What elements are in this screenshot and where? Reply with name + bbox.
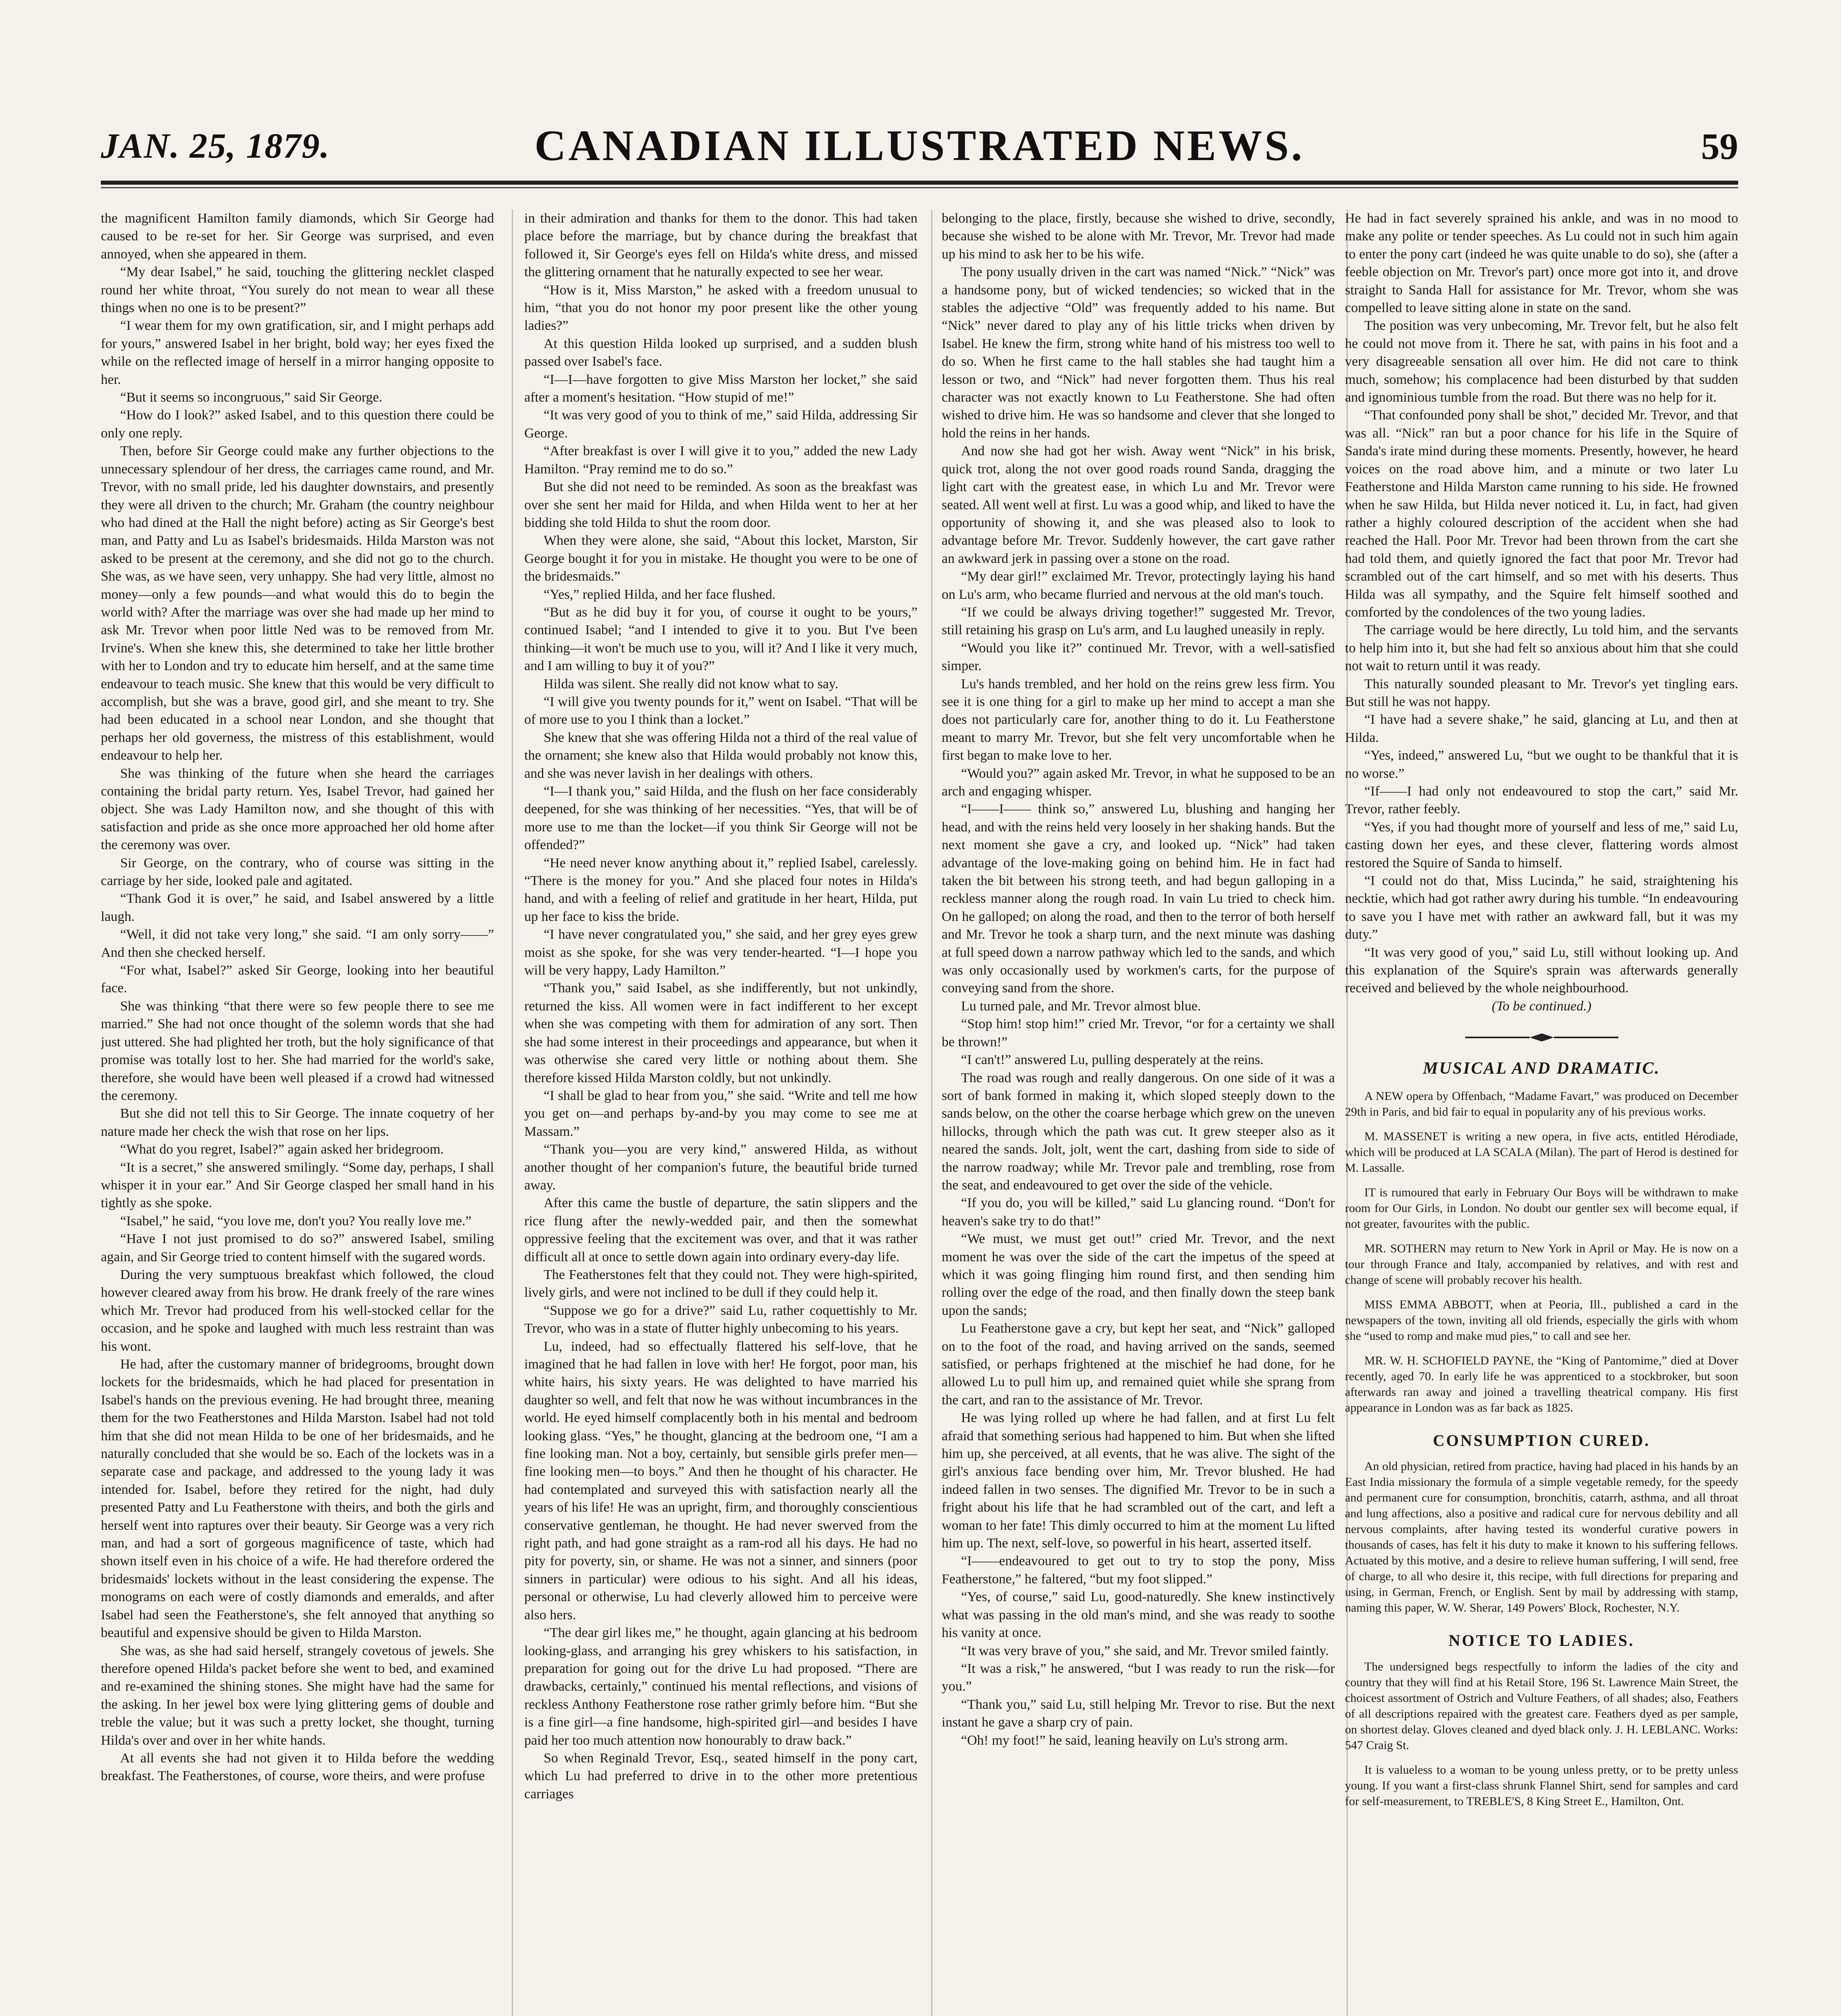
musical-item: M. MASSENET is writing a new opera, in five acts, entitled Hérodiade, which will be produced at LA SCALA (Milan). The part of Herod is destined for M. Lassalle. bbox=[1345, 1129, 1738, 1175]
paragraph: “For what, Isabel?” asked Sir George, looking into her beautiful face. bbox=[101, 963, 494, 996]
paragraph: “He need never know anything about it,” replied Isabel, carelessly. “There is the money for you.” And she placed four notes in Hilda's hand, and with a feeling of relief and gratitude in her heart, Hilda, put up her face to kiss the bride. bbox=[524, 855, 917, 924]
paragraph: After this came the bustle of departure, the satin slippers and the rice flung after the newly-wedded pair, and then the somewhat oppressive feeling that the excitement was over, and that it was rather difficult all at once to settle down again into ordinary every-day life. bbox=[524, 1195, 917, 1264]
paragraph: At all events she had not given it to Hilda before the wedding breakfast. The Featherstones, of course, wore theirs, and were profuse bbox=[101, 1750, 494, 1784]
paragraph: During the very sumptuous breakfast which followed, the cloud however cleared away from his brow. He drank freely of the rare wines which Mr. Trevor had produced from his well-stocked cellar for the occasion, and he spoke and laughed with much less restraint than was his wont. bbox=[101, 1267, 494, 1354]
paragraph: “It is a secret,” she answered smilingly. “Some day, perhaps, I shall whisper it in your ear.” And Sir George clasped her small hand in his tightly as she spoke. bbox=[101, 1160, 494, 1211]
paragraph: She knew that she was offering Hilda not a third of the real value of the ornament; she knew also that Hilda would probably not know this, and she was never lavish in her dealings with others. bbox=[524, 730, 917, 781]
header-rule bbox=[101, 181, 1738, 185]
paragraph: in their admiration and thanks for them to the donor. This had taken place before the marriage, but by chance during the breakfast that followed it, Sir George's eyes fell on Hilda's white dress, and missed the glittering ornament that he naturally expected to see her wear. bbox=[524, 211, 917, 280]
paragraph: “I——I—— think so,” answered Lu, blushing and hanging her head, and with the reins held very loosely in her shaking hands. But the next moment she gave a cry, and looked up. “Nick” had taken advantage of the love-making going on behind him. He in fact had taken the bit between his strong teeth, and had begun galloping in a reckless manner along the rough road. In vain Lu tried to check him. On he galloped; on along the road, and then to the terror of both herself and Mr. Trevor he took a sharp turn, and the next minute was dashing at full speed down a narrow pathway which led to the sands, and which was only occasionally used by workmen's carts, for the purpose of conveying sand from the shore. bbox=[942, 802, 1335, 996]
flannel-shirt-advert: It is valueless to a woman to be young unless pretty, or to be pretty unless young. If you want a first-class shrunk Flannel Shirt, send for samples and card for self-measurement, to TREBLE'S, 8 King Street E., Hamilton, Ont. bbox=[1345, 1763, 1738, 1808]
paragraph: “I can't!” answered Lu, pulling desperately at the reins. bbox=[961, 1052, 1264, 1068]
paragraph: She was thinking of the future when she heard the carriages containing the bridal party return. Yes, Isabel Trevor, had gained her object. She was Lady Hamilton now, and she thought of this with satisfaction and pride as she once more approached her old home after the ceremony was over. bbox=[101, 766, 494, 853]
paragraph: She was, as she had said herself, strangely covetous of jewels. She therefore opened Hilda's packet before she went to bed, and examined and re-examined the shining stones. She might have had the same for the asking. In her jewel box were lying glittering gems of double and treble the value; but it was such a pretty locket, she thought, turning Hilda's over and over in her white hands. bbox=[101, 1643, 494, 1748]
musical-item: IT is rumoured that early in February Our Boys will be withdrawn to make room for Our Girls, in London. No doubt our gentler sex will become equal, if not greater, favourites with the public. bbox=[1345, 1185, 1738, 1231]
newspaper-title: CANADIAN ILLUSTRATED NEWS. bbox=[534, 122, 1305, 170]
paragraph: Lu, indeed, had so effectually flattered his self-love, that he imagined that he had fallen in love with her! He forgot, poor man, his white hairs, his sixty years. He was delighted to have married his daughter so well, and felt that now he was without incumbrances in the world. He eyed himself complacently both in his mental and bedroom looking glass. “Yes,” he thought, glancing at the bedroom one, “I am a fine looking man. Not a boy, certainly, but sensible girls prefer men—fine looking men—to boys.” And then he thought of his character. He had contemplated and surveyed this with satisfaction nearly all the years of his life! He was an upright, firm, and thoroughly conscientious conservative gentleman, he thought. He had never swerved from the right path, and had gone straight as a ram-rod all his days. He had no pity for poverty, sin, or shame. He was not a sinner, and sinners (poor sinners in particular) were odious to his sight. And all his ideas, personal or otherwise, Lu had cleverly allowed him to perceive were also hers. bbox=[524, 1339, 917, 1622]
paragraph: “Would you?” again asked Mr. Trevor, in what he supposed to be an arch and engaging whisper. bbox=[942, 766, 1335, 799]
paragraph: “Yes, indeed,” answered Lu, “but we ought to be thankful that it is no worse.” bbox=[1345, 748, 1738, 781]
musical-item: MR. SOTHERN may return to New York in April or May. He is now on a tour through France and Italy, accompanied by relatives, and with rest and change of scene will probably recover his health. bbox=[1345, 1241, 1738, 1287]
paragraph: “I could not do that, Miss Lucinda,” he said, straightening his necktie, which had got rather awry during his tumble. “In endeavouring to save you I have met with rather an awkward fall, but it was my duty.” bbox=[1345, 873, 1738, 942]
paragraph: “Thank God it is over,” he said, and Isabel answered by a little laugh. bbox=[101, 891, 494, 924]
paragraph: Lu Featherstone gave a cry, but kept her seat, and “Nick” galloped on to the foot of the road, and having arrived on the sands, seemed satisfied, or perhaps frightened at the mischief he had done, for he allowed Lu to pull him up, and remained quiet while she sprang from the cart, and ran to the assistance of Mr. Trevor. bbox=[942, 1321, 1335, 1408]
paragraph: He had in fact severely sprained his ankle, and was in no mood to make any polite or tender speeches. As Lu could not in such him again to enter the pony cart (indeed he was quite unable to do so), she (after a feeble objection on Mr. Trevor's part) once more got into it, and drove straight to Sanda Hall for assistance for Mr. Trevor, whom she was compelled to leave sitting alone in state on the sand. bbox=[1345, 211, 1738, 316]
paragraph: “I have had a severe shake,” he said, glancing at Lu, and then at Hilda. bbox=[1345, 712, 1738, 745]
paragraph: “It was very brave of you,” she said, and Mr. Trevor smiled faintly. bbox=[961, 1643, 1329, 1658]
story-continuation bbox=[1345, 210, 1738, 998]
paragraph: So when Reginald Trevor, Esq., seated himself in the pony cart, which Lu had preferred to drive in to the other more pretentious carriages bbox=[524, 1750, 917, 1801]
paragraph: “Well, it did not take very long,” she said. “I am only sorry——” And then she checked herself. bbox=[101, 927, 494, 960]
paragraph: “It was very good of you,” said Lu, still without looking up. And this explanation of the Squire's sprain was afterwards generally received and believed by the whole neighbourhood. bbox=[1345, 945, 1738, 996]
paragraph: He was lying rolled up where he had fallen, and at first Lu felt afraid that something serious had happened to him. But when she lifted him up, she perceived, at all events, that he was alive. The sight of the girl's anxious face bending over him, Mr. Trevor blushed. He had indeed fallen in two senses. The dignified Mr. Trevor to be in such a fright about his life that he had scrambled out of the cart, and left a woman to her fate! This dimly occurred to him at the moment Lu lifted him up. The next, self-love, so powerful in his heart, asserted itself. bbox=[942, 1410, 1335, 1551]
paragraph: She was thinking “that there were so few people there to see me married.” She had not once thought of the solemn words that she had just uttered. She had plighted her troth, but the holy significance of that promise was totally lost to her. She had married for the world's sake, therefore, she would have been well pleased if a crowd had witnessed the ceremony. bbox=[101, 998, 494, 1103]
paragraph: “Stop him! stop him!” cried Mr. Trevor, “or for a certainty we shall be thrown!” bbox=[942, 1016, 1335, 1050]
paragraph: When they were alone, she said, “About this locket, Marston, Sir George bought it for you in mistake. He thought you were to be one of the bridesmaids.” bbox=[524, 533, 917, 584]
paragraph: “Would you like it?” continued Mr. Trevor, with a well-satisfied simper. bbox=[942, 640, 1335, 674]
paragraph: “If we could be always driving together!” suggested Mr. Trevor, still retaining his grasp on Lu's arm, and Lu laughed uneasily in reply. bbox=[942, 604, 1335, 638]
paragraph: “It was very good of you to think of me,” said Hilda, addressing Sir George. bbox=[524, 408, 917, 441]
consumption-cured-body: An old physician, retired from practice, having had placed in his hands by an East India missionary the formula of a simple vegetable remedy, for the speedy and permanent cure for consumption, bronchitis, catarrh, asthma, and all throat and lung affections, also a positive and radical cure for nervous debility and all nervous complaints, after having tested its wonderful curative powers in thousands of cases, has felt it his duty to make it known to his suffering fellows. Actuated by this motive, and a desire to relieve human suffering, I will send, free of charge, to all who desire it, this recipe, with full directions for preparing and using, in German, French, or English. Sent by mail by addressing with stamp, naming this paper, W. W. Sherar, 149 Powers' Block, Rochester, N.Y. bbox=[1345, 1460, 1738, 1615]
notice-to-ladies-body: The undersigned begs respectfully to inform the ladies of the city and country that they will find at his Retail Store, 196 St. Lawrence Main Street, the choicest assortment of Ostrich and Vulture Feathers, of all shades; also, Feathers of all descriptions repaired with the greatest care. Feathers dyed as per sample, on shortest delay. Gloves cleaned and dyed black only. J. H. LEBLANC. Works: 547 Craig St. bbox=[1345, 1660, 1738, 1752]
paragraph: “I——endeavoured to get out to try to stop the pony, Miss Featherstone,” he faltered, “but my foot slipped.” bbox=[942, 1554, 1335, 1587]
paragraph: “Thank you,” said Isabel, as she indifferently, but not unkindly, returned the kiss. All women were in fact indifferent to her except when she was competing with them for admiration of any sort. Then she had some interest in their proceedings and appearance, but when it was otherwise she cared very little or nothing about them. She therefore kissed Hilda Marston coldly, but not unkindly. bbox=[524, 981, 917, 1085]
header-rule-thin bbox=[101, 187, 1738, 188]
to-be-continued: (To be continued.) bbox=[1491, 998, 1592, 1014]
paragraph: And now she had got her wish. Away went “Nick” in his brisk, quick trot, along the not over good roads round Sanda, dragging the light cart with the greatest ease, in which Lu and Mr. Trevor were seated. All went well at first. Lu was a good whip, and liked to have the opportunity of showing it, and she was pleased also to look to advantage before Mr. Trevor. Suddenly however, the cart gave rather an awkward jerk in passing over a stone on the road. bbox=[942, 444, 1335, 566]
paragraph: “Oh! my foot!” he said, leaning heavily on Lu's strong arm. bbox=[961, 1733, 1288, 1748]
paragraph: “It was a risk,” he answered, “but I was ready to run the risk—for you.” bbox=[942, 1661, 1335, 1694]
paragraph: “I have never congratulated you,” she said, and her grey eyes grew moist as she spoke, for she was very tender-hearted. “I—I hope you will be very happy, Lady Hamilton.” bbox=[524, 927, 917, 978]
paragraph: At this question Hilda looked up surprised, and a sudden blush passed over Isabel's face. bbox=[524, 336, 917, 369]
issue-date: JAN. 25, 1879. bbox=[101, 127, 330, 166]
paragraph: But she did not tell this to Sir George. The innate coquetry of her nature made her check the wish that rose on her lips. bbox=[101, 1106, 494, 1139]
column-2 bbox=[524, 210, 917, 2016]
ornament-divider-icon bbox=[1457, 1031, 1626, 1043]
column-divider bbox=[931, 210, 932, 2016]
paragraph: “But it seems so incongruous,” said Sir George. bbox=[120, 390, 383, 405]
column-1 bbox=[101, 210, 494, 2016]
paragraph: the magnificent Hamilton family diamonds, which Sir George had caused to be re-set for her. Sir George was surprised, and even annoyed, when she appeared in them. bbox=[101, 211, 494, 262]
paragraph: “Yes, of course,” said Lu, good-naturedly. She knew instinctively what was passing in the old man's mind, and she was ready to soothe his vanity at once. bbox=[942, 1589, 1335, 1641]
paragraph: “Suppose we go for a drive?” said Lu, rather coquettishly to Mr. Trevor, who was in a state of flutter highly unbecoming to his years. bbox=[524, 1303, 917, 1336]
paragraph: This naturally sounded pleasant to Mr. Trevor's yet tingling ears. But still he was not happy. bbox=[1345, 676, 1738, 709]
musical-item: A NEW opera by Offenbach, “Madame Favart,” was produced on December 29th in Paris, and bid fair to equal in popularity any of his previous works. bbox=[1345, 1089, 1738, 1118]
paragraph: “How is it, Miss Marston,” he asked with a freedom unusual to him, “that you do not honor my poor present like the other young ladies?” bbox=[524, 282, 917, 333]
musical-dramatic-title: MUSICAL AND DRAMATIC. bbox=[1423, 1059, 1660, 1078]
paragraph: “Thank you—you are very kind,” answered Hilda, as without another thought of her companion's future, the beautiful bride turned away. bbox=[524, 1142, 917, 1193]
paragraph: “I shall be glad to hear from you,” she said. “Write and tell me how you get on—and perhaps by-and-by you may come to see me at Massam.” bbox=[524, 1088, 917, 1139]
paragraph: Lu's hands trembled, and her hold on the reins grew less firm. You see it is one thing for a girl to make up her mind to accept a man she does not particularly care for, another thing to do it. Lu Featherstone meant to marry Mr. Trevor, but she felt very uncomfortable when he first began to make love to her. bbox=[942, 676, 1335, 763]
paragraph: “After breakfast is over I will give it to you,” added the new Lady Hamilton. “Pray remind me to do so.” bbox=[524, 444, 917, 477]
column-3 bbox=[942, 210, 1335, 2016]
paragraph: The road was rough and really dangerous. On one side of it was a sort of bank formed in making it, which sloped steeply down to the sands below, on the other the coarse herbage which grew on the uneven hillocks, through which the path was cut. It grew steeper also as it neared the sands. Jolt, jolt, went the cart, dashing from side to side of the narrow roadway; while Mr. Trevor pale and trembling, rose from the seat, and endeavoured to get over the side of the vehicle. bbox=[942, 1070, 1335, 1193]
paragraph: Sir George, on the contrary, who of course was sitting in the carriage by her side, looked pale and agitated. bbox=[101, 855, 494, 889]
consumption-cured-title: CONSUMPTION CURED. bbox=[1433, 1431, 1650, 1450]
paragraph: He had, after the customary manner of bridegrooms, brought down lockets for the bridesmaids, which he had placed for presentation in Isabel's hands on the previous evening. He had brought three, meaning them for the two Featherstones and Hilda Marston. Isabel had not told him that she did not mean Hilda to be one of her bridesmaids, and he naturally concluded that she would be so. Each of the lockets was in a separate case and package, and addressed to the young lady it was intended for. Isabel, before they retired for the night, had duly presented Patty and Lu Featherstone with theirs, and both the girls and herself went into raptures over their beauty. Sir George was a very rich man, and had a sort of gorgeous magnificence of taste, which had shown itself even in his choice of a wife. He had therefore ordered the bridesmaids' lockets without in the least considering the expense. The monograms on each were of costly diamonds and emeralds, and after Isabel had seen the Featherstone's, she felt annoyed that anything so beautiful and expensive should be given to Hilda Marston. bbox=[101, 1357, 494, 1641]
paragraph: “Yes,” replied Hilda, and her face flushed. bbox=[544, 587, 776, 602]
column-4 bbox=[1345, 210, 1738, 2016]
musical-item: MR. W. H. SCHOFIELD PAYNE, the “King of Pantomime,” died at Dover recently, aged 70. In early life he was apprenticed to a stockbroker, but soon afterwards ran away and joined a travelling theatrical company. His first appearance in London was as far back as 1825. bbox=[1345, 1354, 1738, 1414]
paragraph: But she did not need to be reminded. As soon as the breakfast was over she sent her maid for Hilda, and when Hilda went to her at her bidding she told Hilda to shut the room door. bbox=[524, 479, 917, 530]
paragraph: belonging to the place, firstly, because she wished to drive, secondly, because she wished to be alone with Mr. Trevor, Mr. Trevor had made up his mind to ask her to be his wife. bbox=[942, 211, 1335, 262]
paragraph: “Yes, if you had thought more of yourself and less of me,” said Lu, casting down her eyes, and these clever, flattering words almost restored the Squire of Sanda to himself. bbox=[1345, 819, 1738, 871]
paragraph: “How do I look?” asked Isabel, and to this question there could be only one reply. bbox=[101, 408, 494, 441]
paragraph: “Have I not just promised to do so?” answered Isabel, smiling again, and Sir George tried to content himself with the sugared words. bbox=[101, 1231, 494, 1264]
paragraph: “That confounded pony shall be shot,” decided Mr. Trevor, and that was all. “Nick” ran but a poor chance for his life in the Squire of Sanda's irate mind during these moments. Presently, however, he heard voices on the road above him, and a minute or two later Lu Featherstone and Hilda Marston came running to his side. He frowned when he saw Hilda, but Hilda never noticed it. Lu, in fact, had given rather a highly coloured description of the accident when she had reached the Hall. Poor Mr. Trevor had been thrown from the cart she had told them, and quietly ignored the fact that poor Mr. Trevor had scrambled out of the cart himself, and so met with his deserts. Thus Hilda was all sympathy, and the Squire felt himself soothed and comforted by the condolences of the two young ladies. bbox=[1345, 408, 1738, 620]
paragraph: Then, before Sir George could make any further objections to the unnecessary splendour of her dress, the carriages came round, and Mr. Trevor, with no small pride, led his daughter downstairs, and presently they were all driven to the church; Mr. Graham (the country neighbour who had dined at the Hall the night before) acting as Sir George's best man, and Patty and Lu as Isabel's bridesmaids. Hilda Marston was not asked to be present at the ceremony, and she did not go to the church. She was, as we have seen, very unhappy. She had very little, almost no money—only a few pounds—and what would this do to begin the world with? After the marriage was over she had made up her mind to ask Mr. Trevor when poor little Ned was to be removed from Mr. Irvine's. When she knew this, she determined to take her little brother with her to London and try to educate him herself, and at the same time endeavour to teach music. She knew that this would be very difficult to accomplish, but she was a brave, good girl, and she meant to try. She had been educated in a school near London, and she thought that perhaps her old governess, the mistress of this establishment, would endeavour to help her. bbox=[101, 444, 494, 763]
paragraph: Hilda was silent. She really did not know what to say. bbox=[544, 676, 838, 691]
paragraph: Lu turned pale, and Mr. Trevor almost blue. bbox=[961, 998, 1201, 1014]
paragraph: The carriage would be here directly, Lu told him, and the servants to help him into it, but she had felt so anxious about him that she could not wait to return until it was ready. bbox=[1345, 623, 1738, 674]
paragraph: “I—I—have forgotten to give Miss Marston her locket,” she said after a moment's hesitation. “How stupid of me!” bbox=[524, 372, 917, 405]
paragraph: “I wear them for my own gratification, sir, and I might perhaps add for yours,” answered Isabel in her bright, bold way; her eyes fixed the while on the reflected image of herself in a mirror hanging opposite to her. bbox=[101, 318, 494, 387]
paragraph: The pony usually driven in the cart was named “Nick.” “Nick” was a handsome pony, but of wicked tendencies; so wicked that in the stables the adjective “Old” was frequently added to his name. But “Nick” never dared to play any of his little tricks when driven by Isabel. He knew the firm, strong white hand of his mistress too well to do so. When he first came to the hall stables she had taught him a lesson or two, and “Nick” had never forgotten them. Thus his real character was not exactly known to Lu Featherstone. She had often wished to drive him. He was so handsome and clever that she longed to hold the reins in her hands. bbox=[942, 264, 1335, 441]
paragraph: “I—I thank you,” said Hilda, and the flush on her face considerably deepened, for she was thinking of her necessities. “Yes, that will be of more use to me than the locket—if you think Sir George will not be offended?” bbox=[524, 784, 917, 853]
paragraph: “Thank you,” said Lu, still helping Mr. Trevor to rise. But the next instant he gave a sharp cry of pain. bbox=[942, 1697, 1335, 1730]
paragraph: “My dear girl!” exclaimed Mr. Trevor, protectingly laying his hand on Lu's arm, who became flurried and nervous at the old man's touch. bbox=[942, 569, 1335, 602]
paragraph: “But as he did buy it for you, of course it ought to be yours,” continued Isabel; “and I intended to give it to you. But I've been thinking—it won't be much use to you, will it? And I like it very much, and I am willing to buy it of you?” bbox=[524, 604, 917, 674]
paragraph: “Isabel,” he said, “you love me, don't you? You really love me.” bbox=[120, 1213, 472, 1229]
paragraph: “The dear girl likes me,” he thought, again glancing at his bedroom looking-glass, and arranging his grey whiskers to his satisfaction, in preparation for going out for the drive Lu had proposed. “There are drawbacks, certainly,” continued his mental reflections, and visions of reckless Anthony Featherstone rose rather grimly before him. “But she is a fine girl—a fine handsome, high-spirited girl—and besides I have paid her too much attention now honourably to draw back.” bbox=[524, 1625, 917, 1748]
paragraph: The Featherstones felt that they could not. They were high-spirited, lively girls, and were not inclined to be dull if they could help it. bbox=[524, 1267, 917, 1300]
paragraph: “I will give you twenty pounds for it,” went on Isabel. “That will be of more use to you I think than a locket.” bbox=[524, 694, 917, 727]
paragraph: “My dear Isabel,” he said, touching the glittering necklet clasped round her white throat, “You surely do not mean to wear all these things when no one is to be present?” bbox=[101, 264, 494, 316]
notice-to-ladies-title: NOTICE TO LADIES. bbox=[1448, 1631, 1635, 1650]
paragraph: “If you do, you will be killed,” said Lu glancing round. “Don't for heaven's sake try to do that!” bbox=[942, 1195, 1335, 1229]
musical-dramatic-items bbox=[1345, 1088, 1738, 1416]
paragraph: “If——I had only not endeavoured to stop the cart,” said Mr. Trevor, rather feebly. bbox=[1345, 784, 1738, 817]
column-divider bbox=[512, 210, 513, 2016]
musical-item: MISS EMMA ABBOTT, when at Peoria, Ill., published a card in the newspapers of the town, inviting all old friends, especially the girls with whom she “used to romp and make mud pies,” to call and see her. bbox=[1345, 1297, 1738, 1343]
paragraph: “We must, we must get out!” cried Mr. Trevor, and the next moment he was over the side of the cart the impetus of the speed at which it was going flinging him round first, and then sending him rolling over the edge of the road, and then finally down the steep bank upon the sands; bbox=[942, 1231, 1335, 1318]
paragraph: The position was very unbecoming, Mr. Trevor felt, but he also felt he could not move from it. There he sat, with pains in his foot and a very disagreeable sensation all over him. He did not care to think much, somehow; his complacence had been disturbed by that sudden and ignominious tumble from the road. But there was no help for it. bbox=[1345, 318, 1738, 405]
page-header bbox=[101, 121, 1738, 169]
paragraph: “What do you regret, Isabel?” again asked her bridegroom. bbox=[120, 1142, 444, 1157]
page-number: 59 bbox=[1701, 126, 1738, 167]
